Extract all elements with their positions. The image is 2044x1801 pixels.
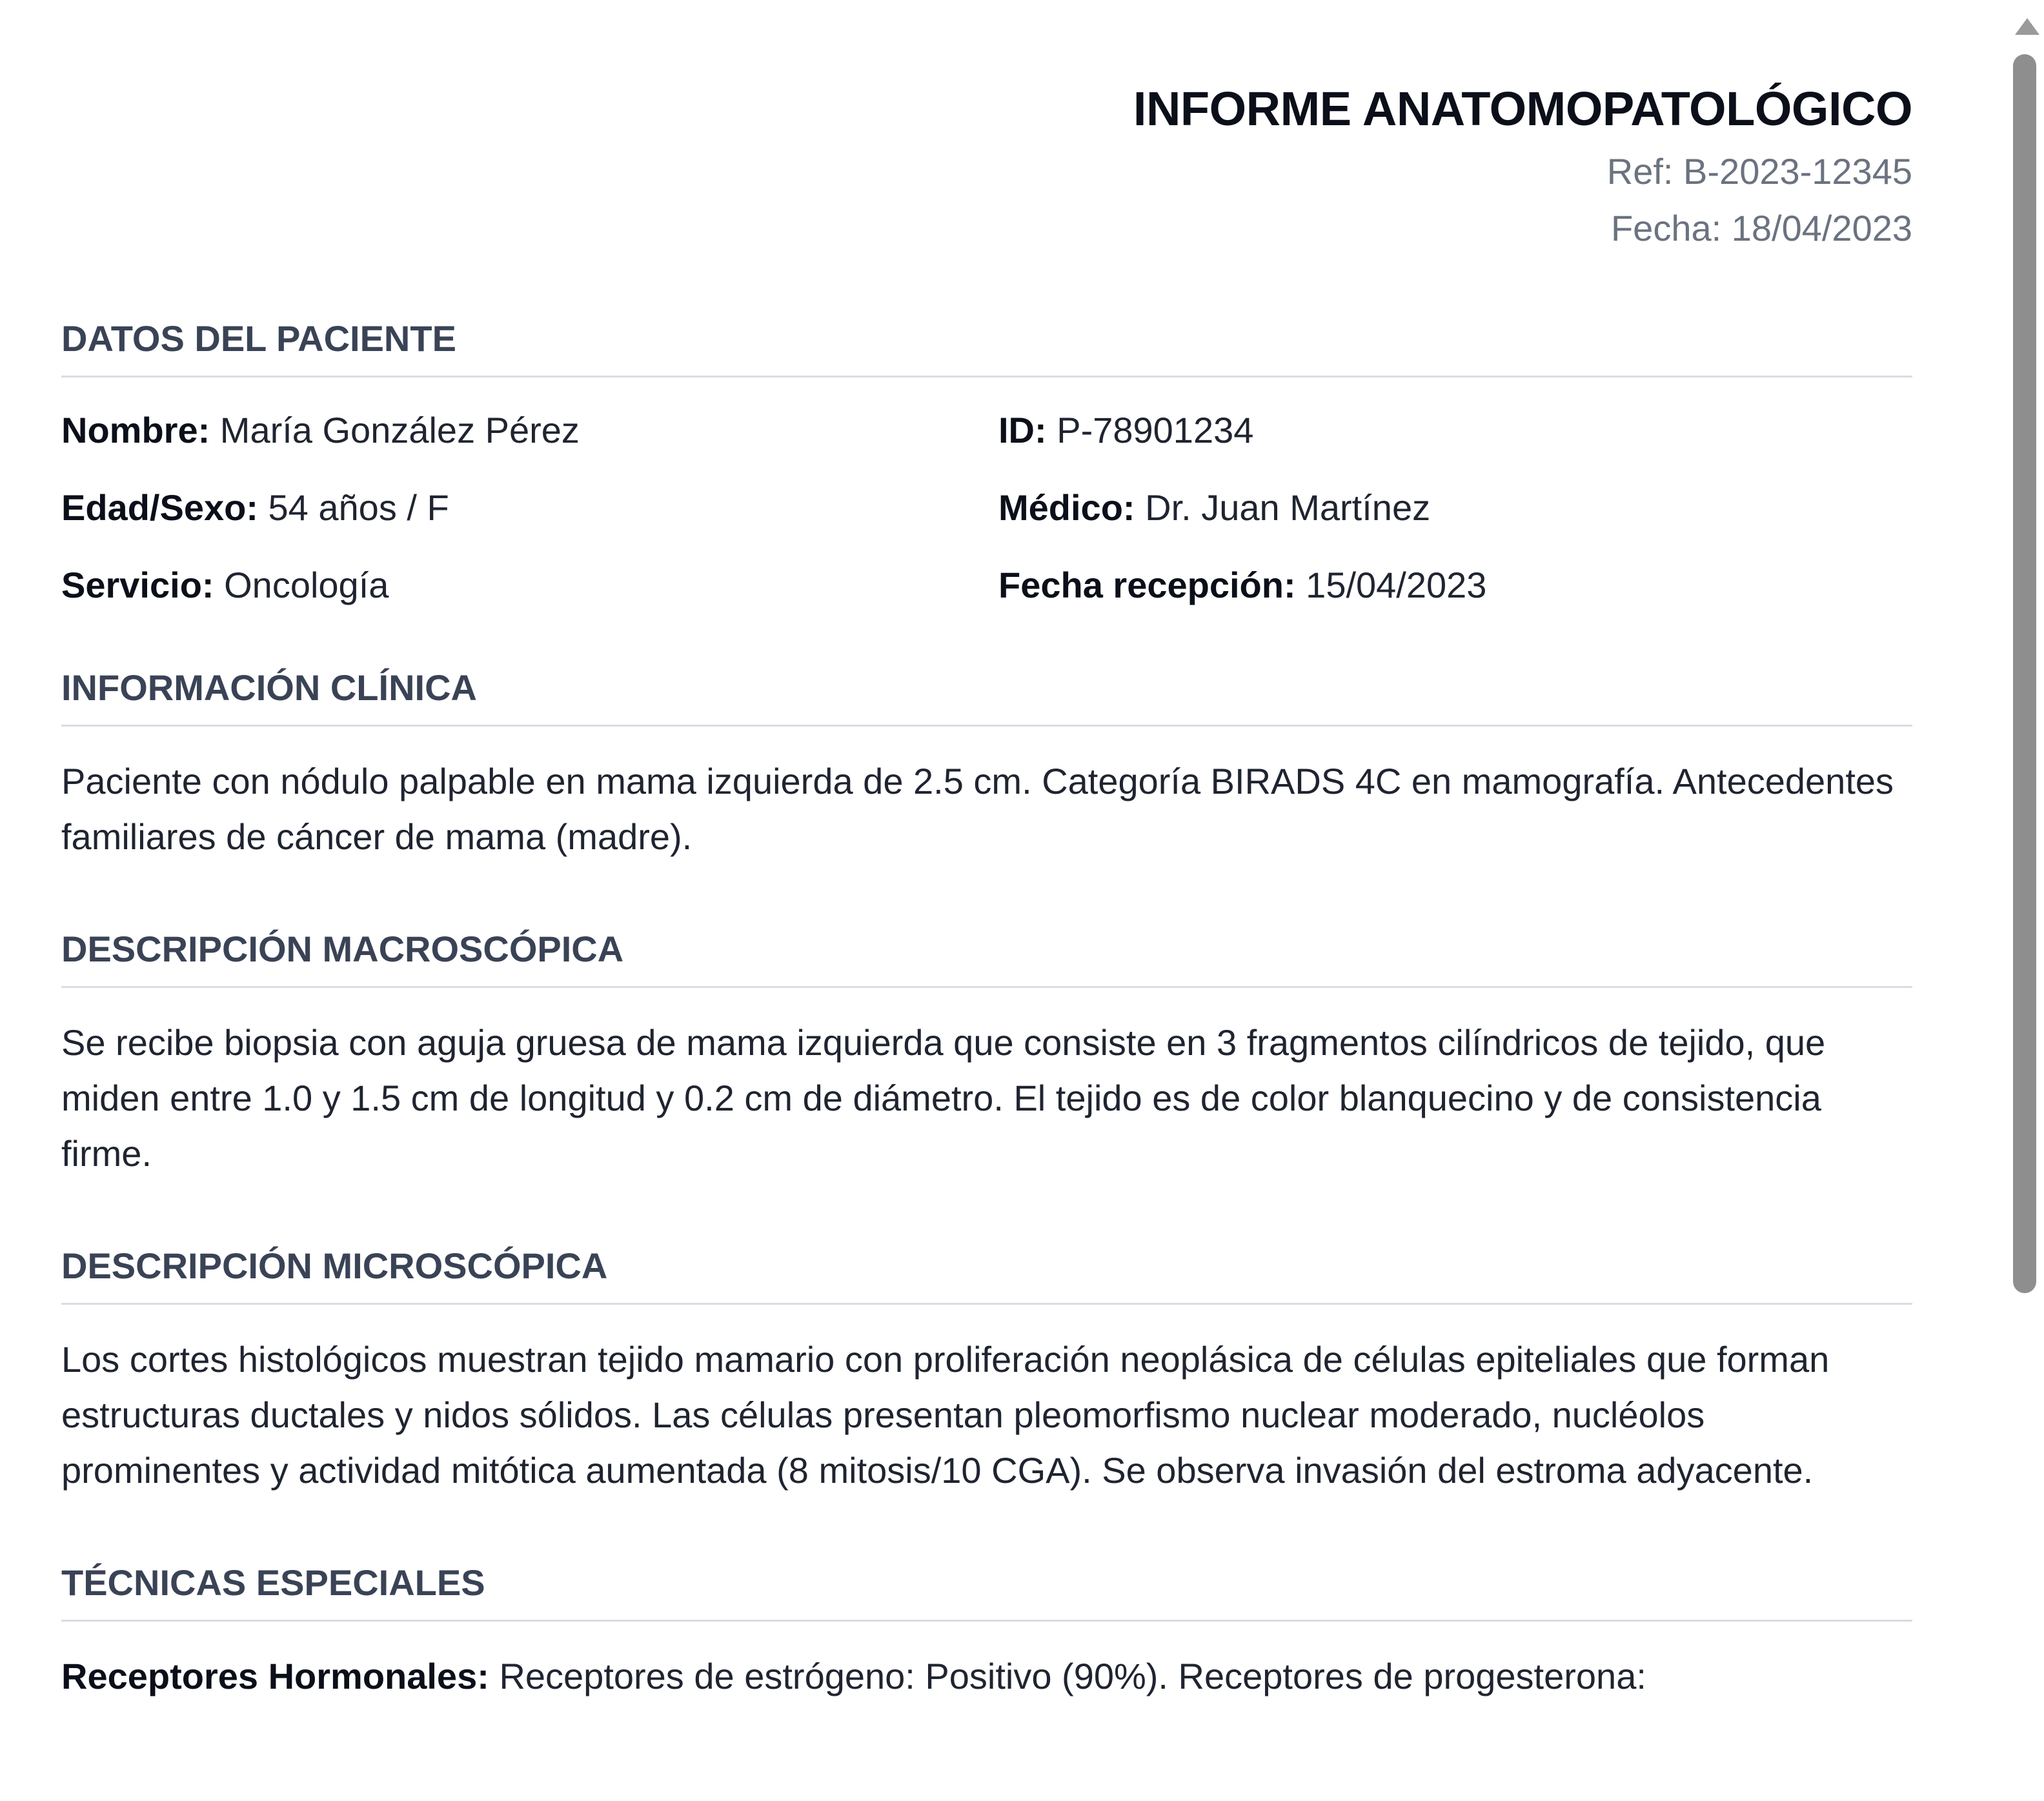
field-label: Servicio: bbox=[61, 565, 214, 605]
special-techniques-section bbox=[61, 1560, 1912, 1704]
field-value: P-78901234 bbox=[1057, 410, 1254, 450]
field-value: Dr. Juan Martínez bbox=[1145, 487, 1431, 528]
field-label: Fecha recepción: bbox=[998, 565, 1296, 605]
scroll-thumb[interactable] bbox=[2013, 54, 2036, 1293]
report-date: Fecha: 18/04/2023 bbox=[1610, 208, 1912, 248]
report-title: INFORME ANATOMOPATOLÓGICO bbox=[1133, 82, 1912, 136]
clinical-section-title: INFORMACIÓN CLÍNICA bbox=[61, 665, 1912, 727]
scroll-up-arrow-icon[interactable] bbox=[2015, 18, 2039, 35]
patient-id-field bbox=[998, 392, 1912, 469]
patient-name-field bbox=[61, 392, 998, 469]
reception-date-field bbox=[998, 547, 1912, 624]
field-label: ID: bbox=[998, 410, 1047, 450]
field-label: Edad/Sexo: bbox=[61, 487, 258, 528]
patient-section-title: DATOS DEL PACIENTE bbox=[61, 316, 1912, 377]
microscopic-section bbox=[61, 1243, 1912, 1498]
macroscopic-section-title: DESCRIPCIÓN MACROSCÓPICA bbox=[61, 927, 1912, 988]
hormone-receptors-text bbox=[61, 1649, 1912, 1704]
field-label: Nombre: bbox=[61, 410, 210, 450]
physician-field bbox=[998, 469, 1912, 547]
clinical-text: Paciente con nódulo palpable en mama izquierda de 2.5 cm. Categoría BIRADS 4C en mamografía. Antecedentes familiares de cáncer de mama (madre). bbox=[61, 761, 1894, 857]
clinical-section bbox=[61, 665, 1912, 865]
report-header bbox=[61, 0, 1912, 257]
hormone-receptors-value: Receptores de estrógeno: Positivo (90%). Receptores de progesterona: bbox=[499, 1656, 1646, 1696]
microscopic-section-title: DESCRIPCIÓN MICROSCÓPICA bbox=[61, 1243, 1912, 1305]
special-techniques-section-title: TÉCNICAS ESPECIALES bbox=[61, 1560, 1912, 1622]
patient-age-sex-field bbox=[61, 469, 998, 547]
field-value: María González Pérez bbox=[219, 410, 580, 450]
macroscopic-text: Se recibe biopsia con aguja gruesa de mama izquierda que consiste en 3 fragmentos cilíndricos de tejido, que miden entre 1.0 y 1.5 cm de longitud y 0.2 cm de diámetro. El tejido es de color blanquecino y de consistencia firme. bbox=[61, 1022, 1826, 1174]
macroscopic-section bbox=[61, 927, 1912, 1182]
hormone-receptors-label: Receptores Hormonales: bbox=[61, 1656, 489, 1696]
field-value: 15/04/2023 bbox=[1306, 565, 1487, 605]
field-label: Médico: bbox=[998, 487, 1135, 528]
vertical-scrollbar[interactable] bbox=[2004, 0, 2044, 1801]
report-reference: Ref: B-2023-12345 bbox=[1606, 151, 1912, 192]
patient-section bbox=[61, 316, 1912, 624]
pathology-report bbox=[61, 0, 1912, 1704]
service-field bbox=[61, 547, 998, 624]
patient-fields bbox=[61, 392, 1912, 624]
microscopic-text: Los cortes histológicos muestran tejido mamario con proliferación neoplásica de células epiteliales que forman estructuras ductales y nidos sólidos. Las células presentan pleomorfismo nuclear moderado, nucléolos prominentes y actividad mitótica aumentada (8 mitosis/10 CGA). Se observa invasión del estroma adyacente. bbox=[61, 1339, 1830, 1491]
field-value: Oncología bbox=[224, 565, 389, 605]
field-value: 54 años / F bbox=[268, 487, 449, 528]
